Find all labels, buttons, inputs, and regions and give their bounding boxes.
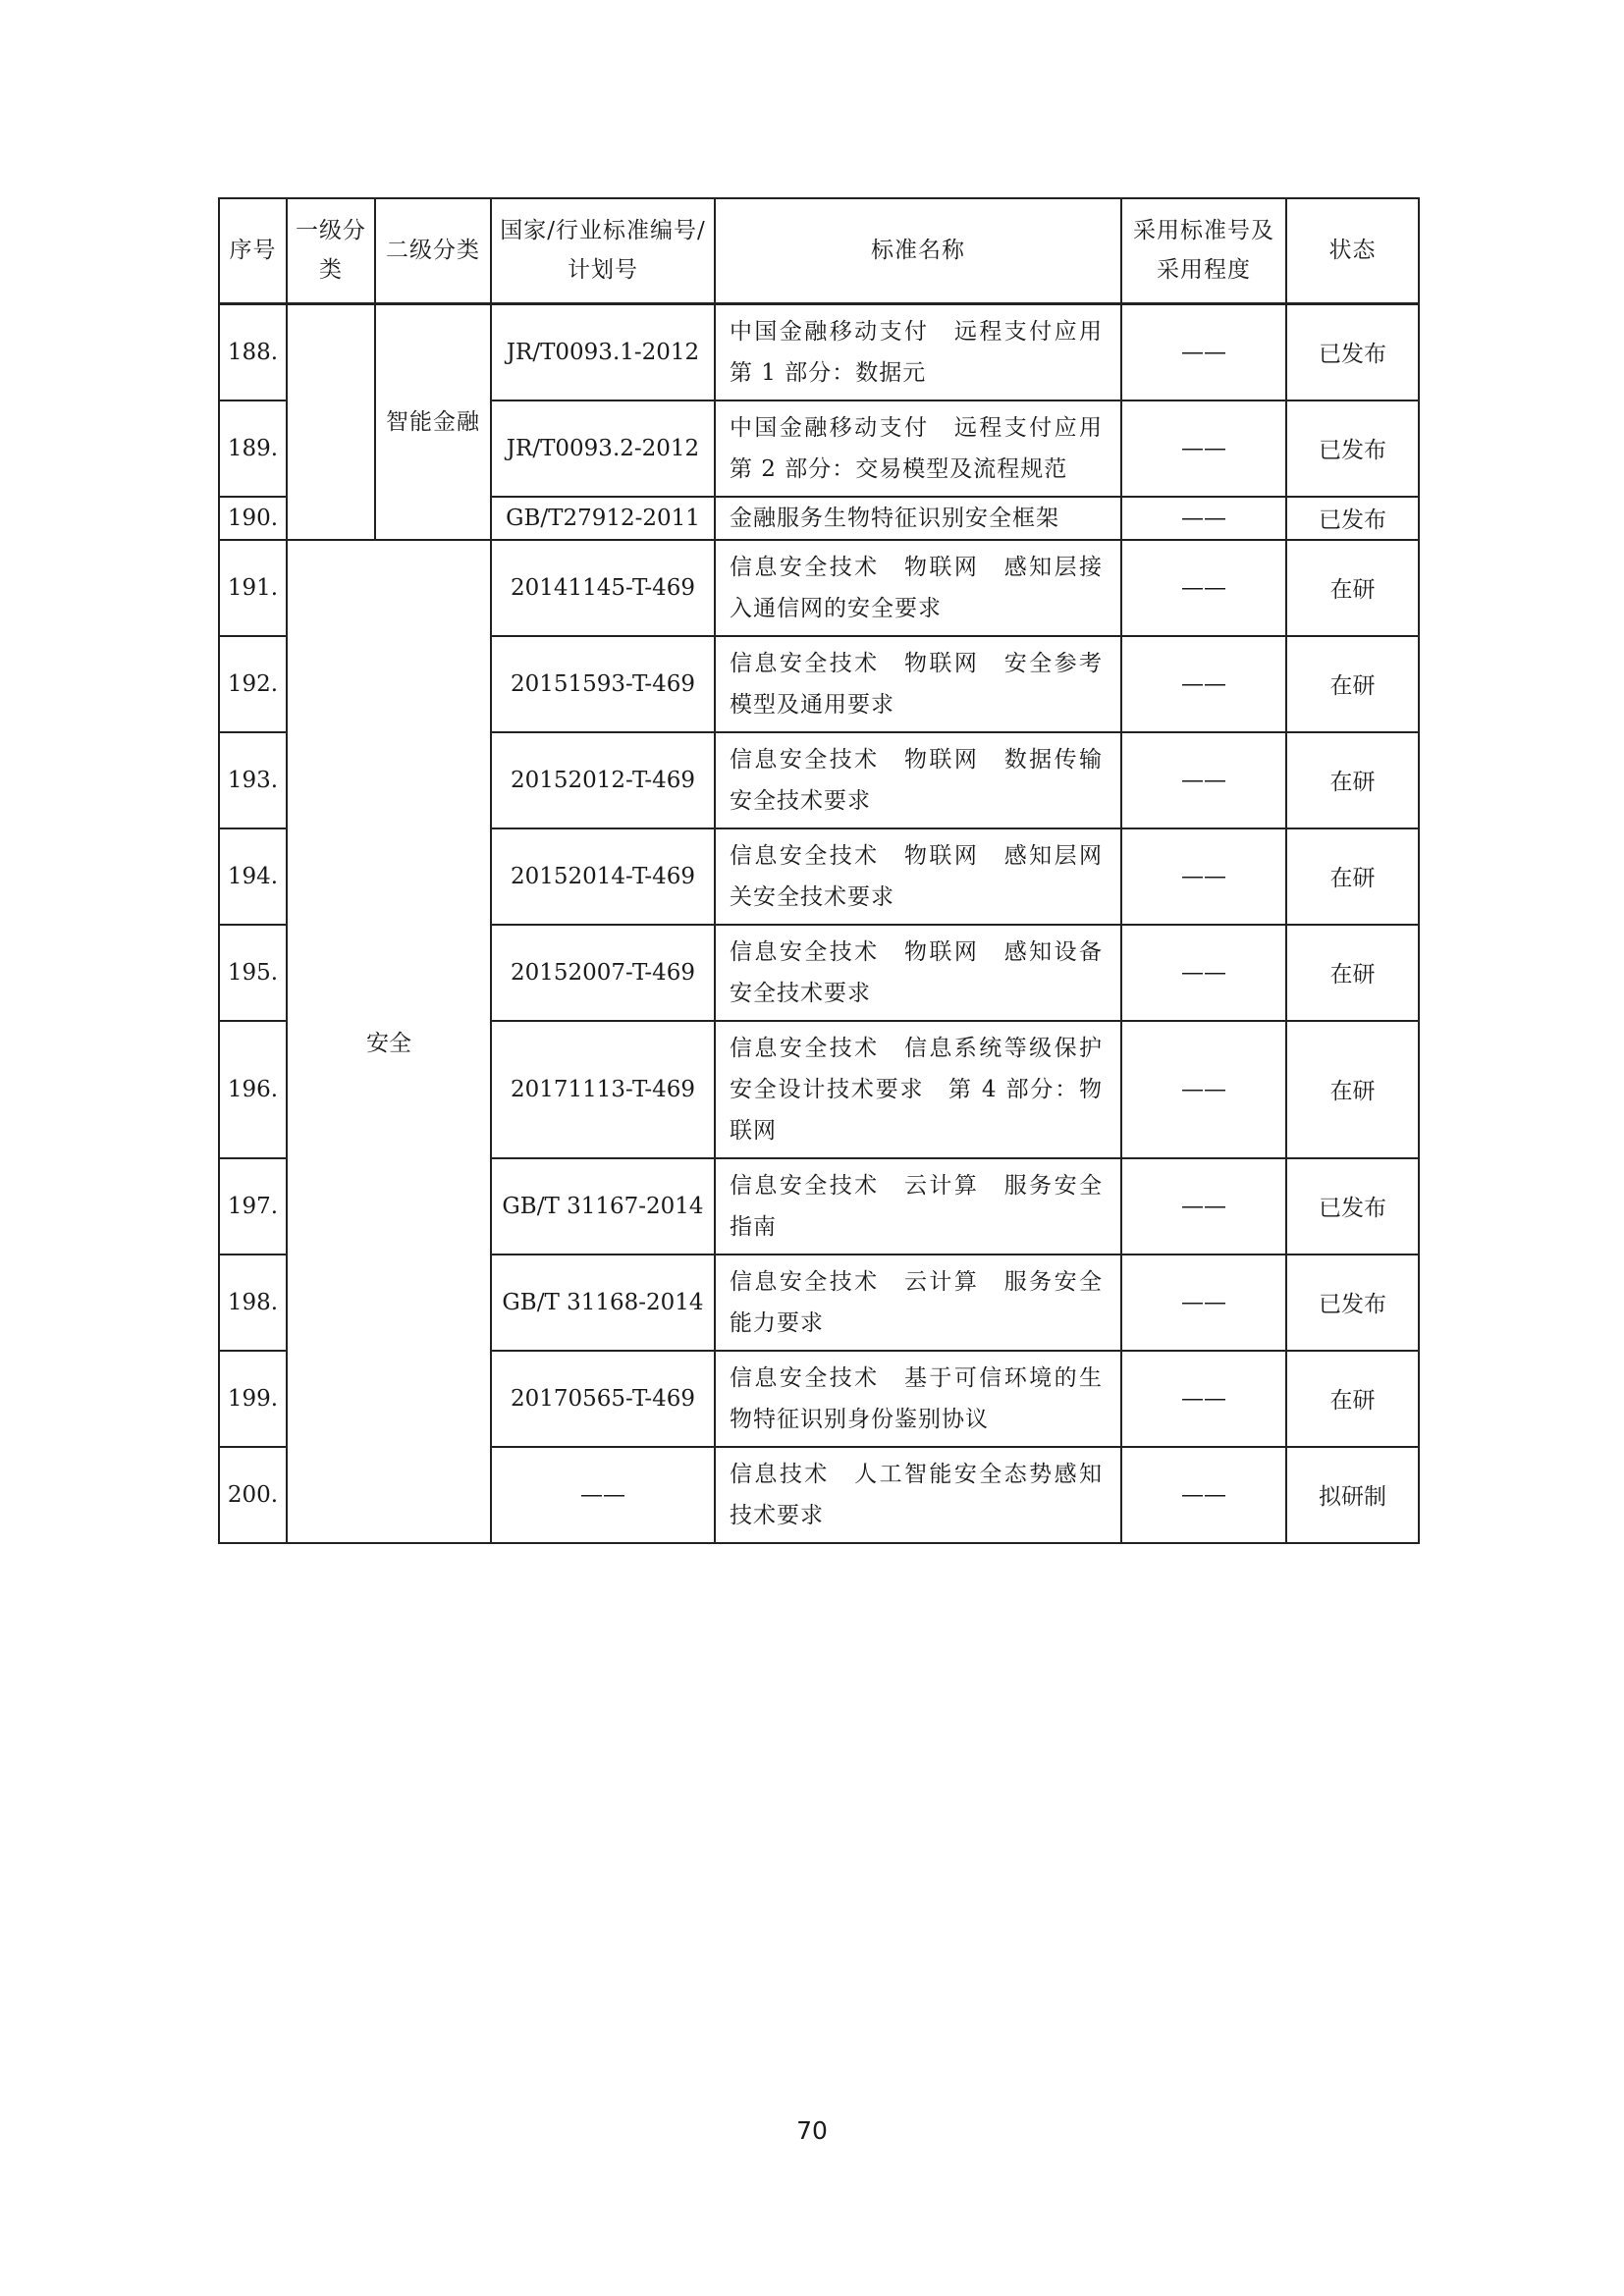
row-adopt: —— [1121, 1255, 1286, 1351]
row-adopt: —— [1121, 303, 1286, 400]
row-seq: 197. [219, 1158, 287, 1255]
row-name: 信息安全技术 基于可信环境的生物特征识别身份鉴别协议 [715, 1351, 1121, 1447]
header-level1: 一级分类 [287, 198, 375, 303]
row-seq: 189. [219, 400, 287, 497]
row-code: GB/T 31167-2014 [491, 1158, 715, 1255]
row-code: JR/T0093.1-2012 [491, 303, 715, 400]
level1-empty-cell [287, 303, 375, 540]
row-name: 中国金融移动支付 远程支付应用 第 2 部分：交易模型及流程规范 [715, 400, 1121, 497]
row-status: 拟研制 [1286, 1447, 1419, 1543]
row-seq: 192. [219, 636, 287, 732]
row-name: 中国金融移动支付 远程支付应用 第 1 部分：数据元 [715, 303, 1121, 400]
row-status: 已发布 [1286, 1255, 1419, 1351]
row-status: 在研 [1286, 732, 1419, 828]
header-name: 标准名称 [715, 198, 1121, 303]
row-adopt: —— [1121, 400, 1286, 497]
row-adopt: —— [1121, 1021, 1286, 1158]
row-name: 金融服务生物特征识别安全框架 [715, 497, 1121, 540]
row-adopt: —— [1121, 540, 1286, 636]
row-code: 20171113-T-469 [491, 1021, 715, 1158]
row-code: 20152007-T-469 [491, 925, 715, 1021]
row-name: 信息安全技术 物联网 数据传输安全技术要求 [715, 732, 1121, 828]
table-row [219, 540, 1419, 636]
row-name: 信息技术 人工智能安全态势感知技术要求 [715, 1447, 1121, 1543]
row-seq: 198. [219, 1255, 287, 1351]
table-header-row [219, 198, 1419, 303]
row-status: 已发布 [1286, 303, 1419, 400]
row-seq: 195. [219, 925, 287, 1021]
row-name: 信息安全技术 云计算 服务安全指南 [715, 1158, 1121, 1255]
row-name: 信息安全技术 信息系统等级保护安全设计技术要求 第 4 部分：物联网 [715, 1021, 1121, 1158]
row-adopt: —— [1121, 1158, 1286, 1255]
row-code: JR/T0093.2-2012 [491, 400, 715, 497]
row-status: 在研 [1286, 1351, 1419, 1447]
row-code: GB/T 31168-2014 [491, 1255, 715, 1351]
level2-category: 智能金融 [375, 303, 491, 540]
row-status: 已发布 [1286, 1158, 1419, 1255]
row-adopt: —— [1121, 925, 1286, 1021]
level1-category: 安全 [287, 540, 491, 1543]
page-number: 70 [796, 2116, 828, 2145]
row-adopt: —— [1121, 732, 1286, 828]
row-code: GB/T27912-2011 [491, 497, 715, 540]
row-adopt: —— [1121, 636, 1286, 732]
row-name: 信息安全技术 物联网 感知设备安全技术要求 [715, 925, 1121, 1021]
row-seq: 199. [219, 1351, 287, 1447]
row-status: 在研 [1286, 828, 1419, 925]
row-name: 信息安全技术 物联网 感知层网关安全技术要求 [715, 828, 1121, 925]
row-adopt: —— [1121, 1351, 1286, 1447]
row-adopt: —— [1121, 1447, 1286, 1543]
table-row [219, 303, 1419, 400]
row-status: 在研 [1286, 540, 1419, 636]
standards-table [218, 197, 1420, 1544]
row-name: 信息安全技术 云计算 服务安全能力要求 [715, 1255, 1121, 1351]
row-seq: 193. [219, 732, 287, 828]
row-code: —— [491, 1447, 715, 1543]
row-seq: 191. [219, 540, 287, 636]
row-status: 在研 [1286, 925, 1419, 1021]
row-status: 在研 [1286, 636, 1419, 732]
row-name: 信息安全技术 物联网 感知层接入通信网的安全要求 [715, 540, 1121, 636]
row-seq: 196. [219, 1021, 287, 1158]
row-code: 20151593-T-469 [491, 636, 715, 732]
row-adopt: —— [1121, 497, 1286, 540]
header-seq: 序号 [219, 198, 287, 303]
row-code: 20170565-T-469 [491, 1351, 715, 1447]
row-status: 已发布 [1286, 400, 1419, 497]
row-seq: 194. [219, 828, 287, 925]
row-name: 信息安全技术 物联网 安全参考模型及通用要求 [715, 636, 1121, 732]
row-code: 20141145-T-469 [491, 540, 715, 636]
row-code: 20152014-T-469 [491, 828, 715, 925]
row-code: 20152012-T-469 [491, 732, 715, 828]
row-status: 在研 [1286, 1021, 1419, 1158]
row-adopt: —— [1121, 828, 1286, 925]
header-code: 国家/行业标准编号/计划号 [491, 198, 715, 303]
header-adopt: 采用标准号及采用程度 [1121, 198, 1286, 303]
header-status: 状态 [1286, 198, 1419, 303]
row-seq: 188. [219, 303, 287, 400]
row-seq: 200. [219, 1447, 287, 1543]
row-status: 已发布 [1286, 497, 1419, 540]
row-seq: 190. [219, 497, 287, 540]
header-level2: 二级分类 [375, 198, 491, 303]
